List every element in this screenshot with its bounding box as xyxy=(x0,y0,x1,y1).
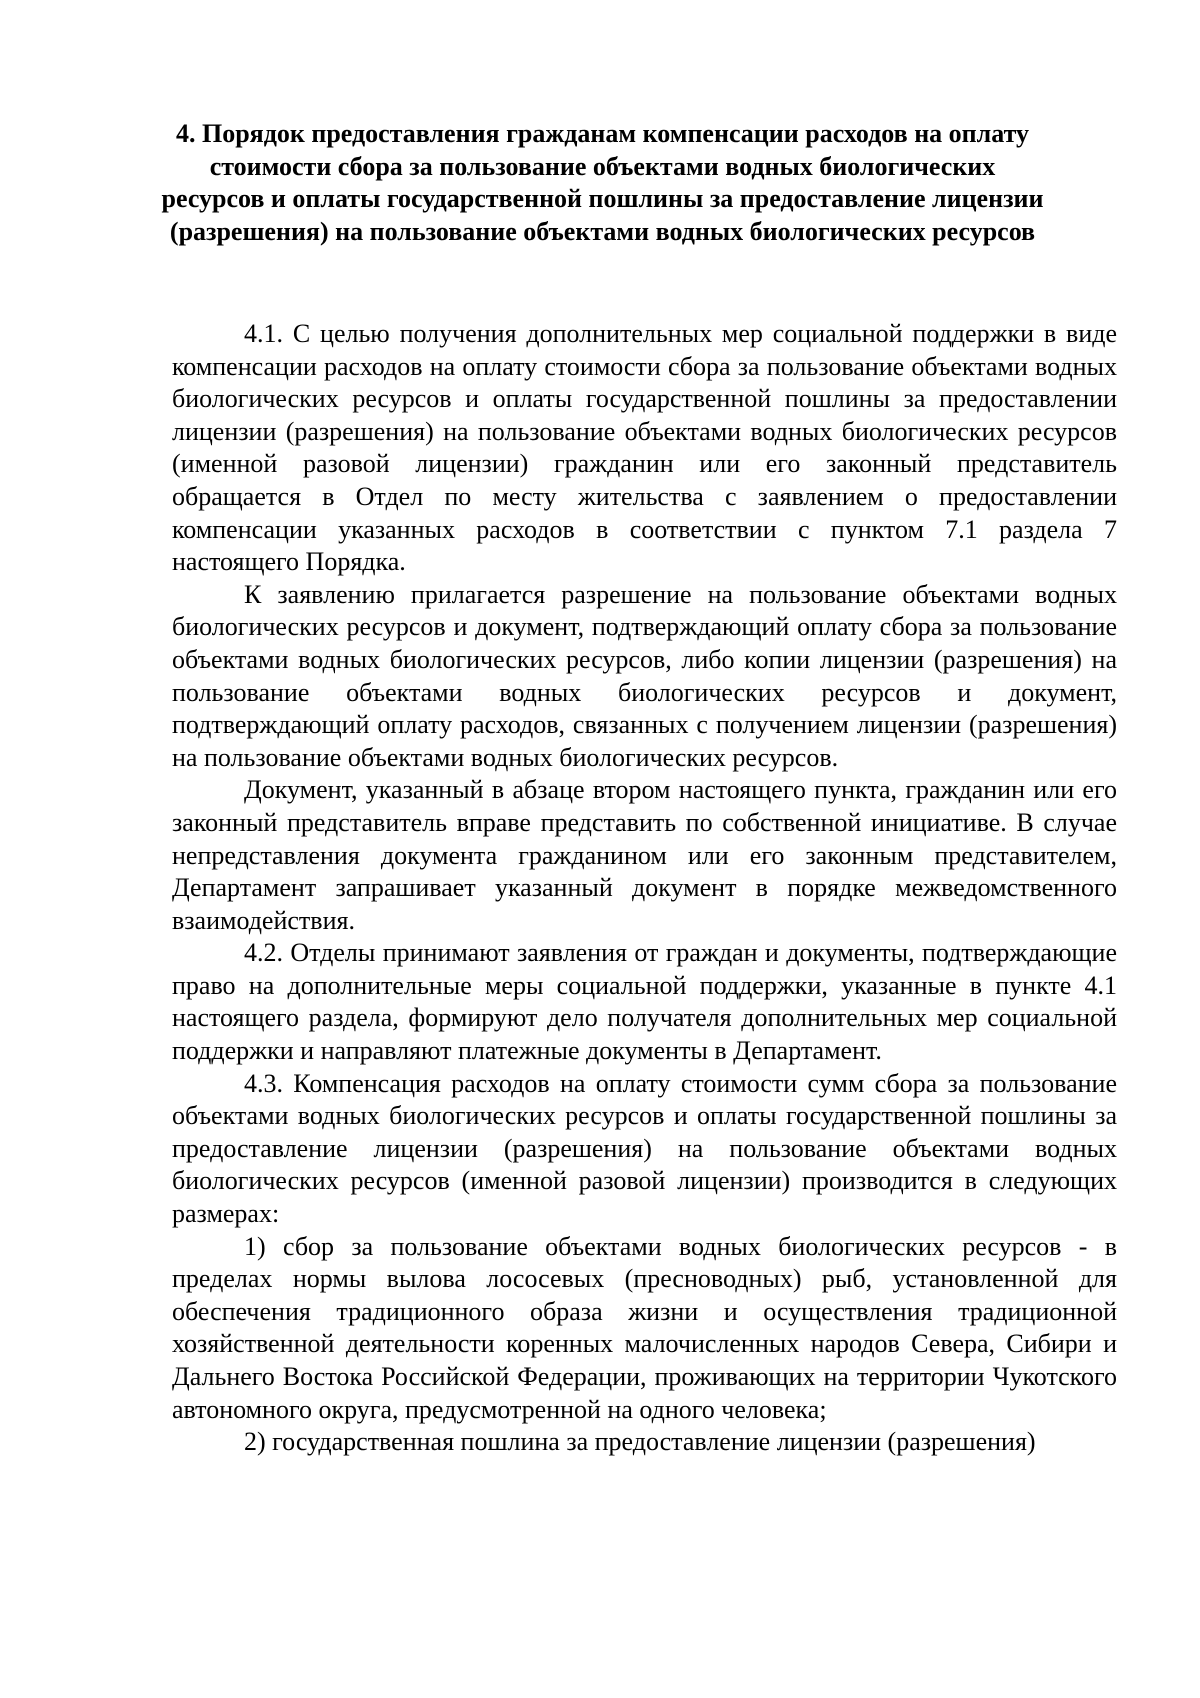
paragraph-document-note: Документ, указанный в абзаце втором настоящего пункта, гражданин или его законный представитель вправе представить по собственной инициативе. В случае непредставления документа гражданином или его законным представителем, Департамент запрашивает указанный документ в порядке межведомственного взаимодействия. xyxy=(172,775,1117,935)
paragraph-attachments: К заявлению прилагается разрешение на пользование объектами водных биологических ресурсов и документ, подтверждающий оплату сбора за пользование объектами водных биологических ресурсов, либо копии лицензии (разрешения) на пользование объектами водных биологических ресурсов и документ, подтверждающий оплату расходов, связанных с получением лицензии (разрешения) на пользование объектами водных биологических ресурсов. xyxy=(172,579,1117,772)
paragraph-4-2: 4.2. Отделы принимают заявления от граждан и документы, подтверждающие право на дополнительные меры социальной поддержки, указанные в пункте 4.1 настоящего раздела, формируют дело получателя дополнительных мер социальной поддержки и направляют платежные документы в Департамент. xyxy=(172,938,1117,1066)
section-title: 4. Порядок предоставления гражданам компенсации расходов на оплату стоимости сбора за пользование объектами водных биологических ресурсов и оплаты государственной пошлины за предоставление лицензии (разрешения) на пользование объектами водных биологических ресурсов xyxy=(161,119,1044,246)
document-body xyxy=(172,318,1117,1459)
paragraph-4-3: 4.3. Компенсация расходов на оплату стоимости сумм сбора за пользование объектами водных биологических ресурсов и оплаты государственной пошлины за предоставление лицензии (разрешения) на пользование объектами водных биологических ресурсов (именной разовой лицензии) производится в следующих размерах: xyxy=(172,1068,1117,1229)
paragraph-4-1: 4.1. С целью получения дополнительных мер социальной поддержки в виде компенсации расходов на оплату стоимости сбора за пользование объектами водных биологических ресурсов и оплаты государственной пошлины за предоставлении лицензии (разрешения) на пользование объектами водных биологических ресурсов (именной разовой лицензии) гражданин или его законный представитель обращается в Отдел по месту жительства с заявлением о предоставлении компенсации указанных расходов в соответствии с пунктом 7.1 раздела 7 настоящего Порядка. xyxy=(172,319,1117,577)
list-item-2: 2) государственная пошлина за предоставление лицензии (разрешения) xyxy=(244,1427,1036,1457)
list-item-1: 1) сбор за пользование объектами водных биологических ресурсов - в пределах нормы вылова лососевых (пресноводных) рыб, установленной для обеспечения традиционного образа жизни и осуществления традиционной хозяйственной деятельности коренных малочисленных народов Севера, Сибири и Дальнего Востока Российской Федерации, проживающих на территории Чукотского автономного округа, предусмотренной на одного человека; xyxy=(172,1231,1117,1424)
